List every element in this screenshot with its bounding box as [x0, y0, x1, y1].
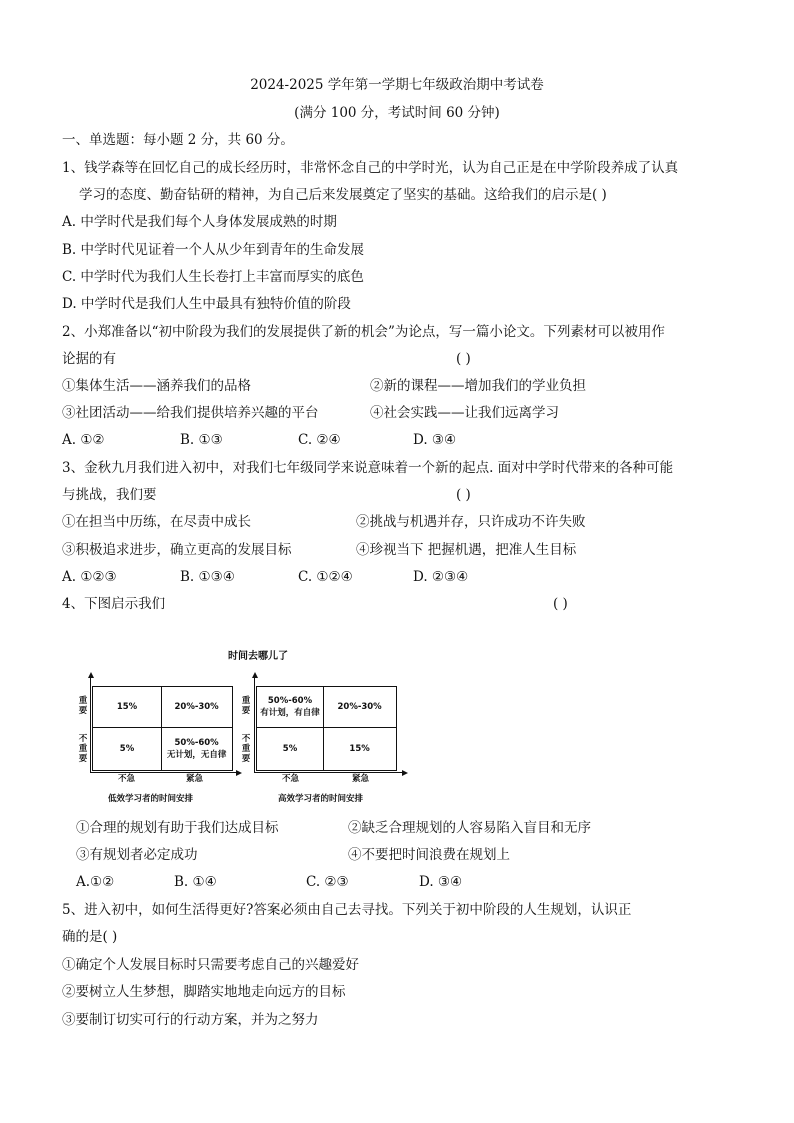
- question-2-choice-d: D. ③④: [413, 432, 457, 448]
- left-y-axis: [90, 676, 91, 772]
- question-2-item-1: ①集体生活——涵养我们的品格: [62, 378, 251, 394]
- question-3-answer-paren: ( ): [456, 487, 471, 503]
- cell-value: 20%-30%: [174, 702, 219, 712]
- left-x-label-not-urgent: 不急: [118, 774, 136, 784]
- section-heading: 一、单选题：每小题 2 分，共 60 分。: [62, 132, 294, 148]
- question-2-item-2: ②新的课程——增加我们的学业负担: [370, 378, 586, 394]
- left-y-axis-arrow: [88, 672, 94, 678]
- right-cell-unimportant-not-urgent: [256, 727, 324, 771]
- question-2-choice-a: A. ①②: [62, 432, 105, 448]
- cell-value: 15%: [116, 702, 138, 712]
- right-cell-important-not-urgent: [256, 686, 324, 728]
- left-y-label-unimportant: 不重要: [78, 734, 88, 764]
- right-cell-unimportant-urgent: [323, 727, 397, 771]
- left-cell-unimportant-urgent: [161, 727, 233, 771]
- right-cell-important-urgent: [323, 686, 397, 728]
- right-x-label-not-urgent: 不急: [282, 774, 300, 784]
- left-y-label-important: 重要: [78, 696, 88, 716]
- exam-title: 2024-2025 学年第一学期七年级政治期中考试卷: [250, 77, 544, 93]
- question-5-stem-line1: 5、进入初中，如何生活得更好?答案必须由自己去寻找。下列关于初中阶段的人生规划，认识正: [62, 902, 632, 918]
- question-2-answer-paren: ( ): [456, 351, 471, 367]
- exam-subtitle: (满分 100 分，考试时间 60 分钟): [294, 105, 500, 121]
- left-cell-important-urgent: [161, 686, 233, 728]
- question-3-stem-line1: 3、金秋九月我们进入初中，对我们七年级同学来说意味着一个新的起点. 面对中学时代带来的各种可能: [62, 460, 674, 476]
- question-1-stem-line2: 学习的态度、勤奋钻研的精神，为自己后来发展奠定了坚实的基础。这给我们的启示是( ): [79, 187, 607, 203]
- cell-value: 20%-30%: [337, 702, 382, 712]
- question-3-item-4: ④珍视当下 把握机遇，把准人生目标: [356, 542, 577, 558]
- question-4-answer-paren: ( ): [553, 596, 568, 612]
- cell-value: 15%: [349, 743, 370, 754]
- question-4-item-4: ④不要把时间浪费在规划上: [348, 847, 510, 863]
- question-3-choice-d: D. ②③④: [413, 569, 469, 585]
- question-3-stem-line2: 与挑战，我们要: [62, 487, 157, 503]
- question-2-item-3: ③社团活动——给我们提供培养兴趣的平台: [62, 405, 319, 421]
- question-1-stem-line1: 1、钱学森等在回忆自己的成长经历时，非常怀念自己的中学时光，认为自己正是在中学阶段养成了认真: [62, 160, 679, 176]
- cell-note: 有计划，有自律: [260, 708, 320, 718]
- left-cell-unimportant-not-urgent: [92, 727, 162, 771]
- right-y-axis: [254, 676, 255, 772]
- cell-value: 50%-60%: [174, 737, 219, 748]
- question-3-choice-a: A. ①②③: [62, 569, 117, 585]
- question-5-item-1: ①确定个人发展目标时只需要考虑自己的兴趣爱好: [62, 957, 359, 973]
- question-1-option-b: B. 中学时代见证着一个人从少年到青年的生命发展: [62, 242, 365, 258]
- question-2-stem-line1: 2、小郑准备以“初中阶段为我们的发展提供了新的机会”为论点，写一篇小论文。下列素材可以被用作: [62, 324, 665, 340]
- question-3-choice-b: B. ①③④: [180, 569, 235, 585]
- question-2-stem-line2: 论据的有: [62, 351, 116, 367]
- cell-note: 无计划，无自律: [166, 749, 227, 760]
- question-3-choice-c: C. ①②④: [298, 569, 353, 585]
- left-x-axis: [90, 772, 238, 773]
- question-2-item-4: ④社会实践——让我们远离学习: [370, 405, 559, 421]
- question-2-choice-c: C. ②④: [298, 432, 341, 448]
- right-x-axis: [254, 772, 404, 773]
- left-x-axis-arrow: [236, 770, 242, 776]
- question-2-choice-b: B. ①③: [180, 432, 223, 448]
- cell-value: 5%: [282, 743, 298, 754]
- figure-title: 时间去哪儿了: [228, 651, 288, 662]
- right-y-axis-arrow: [252, 672, 258, 678]
- left-x-label-urgent: 紧急: [186, 774, 204, 784]
- question-4-item-3: ③有规划者必定成功: [76, 847, 198, 863]
- right-chart-caption: 高效学习者的时间安排: [278, 794, 364, 804]
- right-x-axis-arrow: [402, 770, 408, 776]
- cell-value: 5%: [119, 743, 135, 754]
- time-allocation-figure: [78, 650, 418, 810]
- right-x-label-urgent: 紧急: [352, 774, 370, 784]
- question-4-stem: 4、下图启示我们: [62, 596, 166, 612]
- question-3-item-2: ②挑战与机遇并存，只许成功不许失败: [356, 514, 586, 530]
- question-4-item-2: ②缺乏合理规划的人容易陷入盲目和无序: [348, 820, 591, 836]
- cell-value: 50%-60%: [267, 696, 313, 706]
- left-chart-caption: 低效学习者的时间安排: [108, 794, 194, 804]
- question-1-option-c: C. 中学时代为我们人生长卷打上丰富而厚实的底色: [62, 269, 364, 285]
- question-4-choice-a: A.①②: [76, 874, 115, 890]
- question-5-item-2: ②要树立人生梦想，脚踏实地地走向远方的目标: [62, 984, 346, 1000]
- right-y-label-unimportant: 不重要: [241, 734, 251, 764]
- question-5-item-3: ③要制订切实可行的行动方案，并为之努力: [62, 1012, 319, 1028]
- question-4-choice-b: B. ①④: [174, 874, 217, 890]
- question-1-option-a: A. 中学时代是我们每个人身体发展成熟的时期: [62, 214, 337, 230]
- question-5-stem-line2: 确的是( ): [62, 929, 118, 945]
- right-y-label-important: 重要: [241, 696, 251, 716]
- question-4-item-1: ①合理的规划有助于我们达成目标: [76, 820, 279, 836]
- left-cell-important-not-urgent: [92, 686, 162, 728]
- question-4-choice-d: D. ③④: [419, 874, 463, 890]
- question-1-option-d: D. 中学时代是我们人生中最具有独特价值的阶段: [62, 296, 351, 312]
- question-3-item-3: ③积极追求进步，确立更高的发展目标: [62, 542, 292, 558]
- question-3-item-1: ①在担当中历练，在尽责中成长: [62, 514, 251, 530]
- question-4-choice-c: C. ②③: [306, 874, 349, 890]
